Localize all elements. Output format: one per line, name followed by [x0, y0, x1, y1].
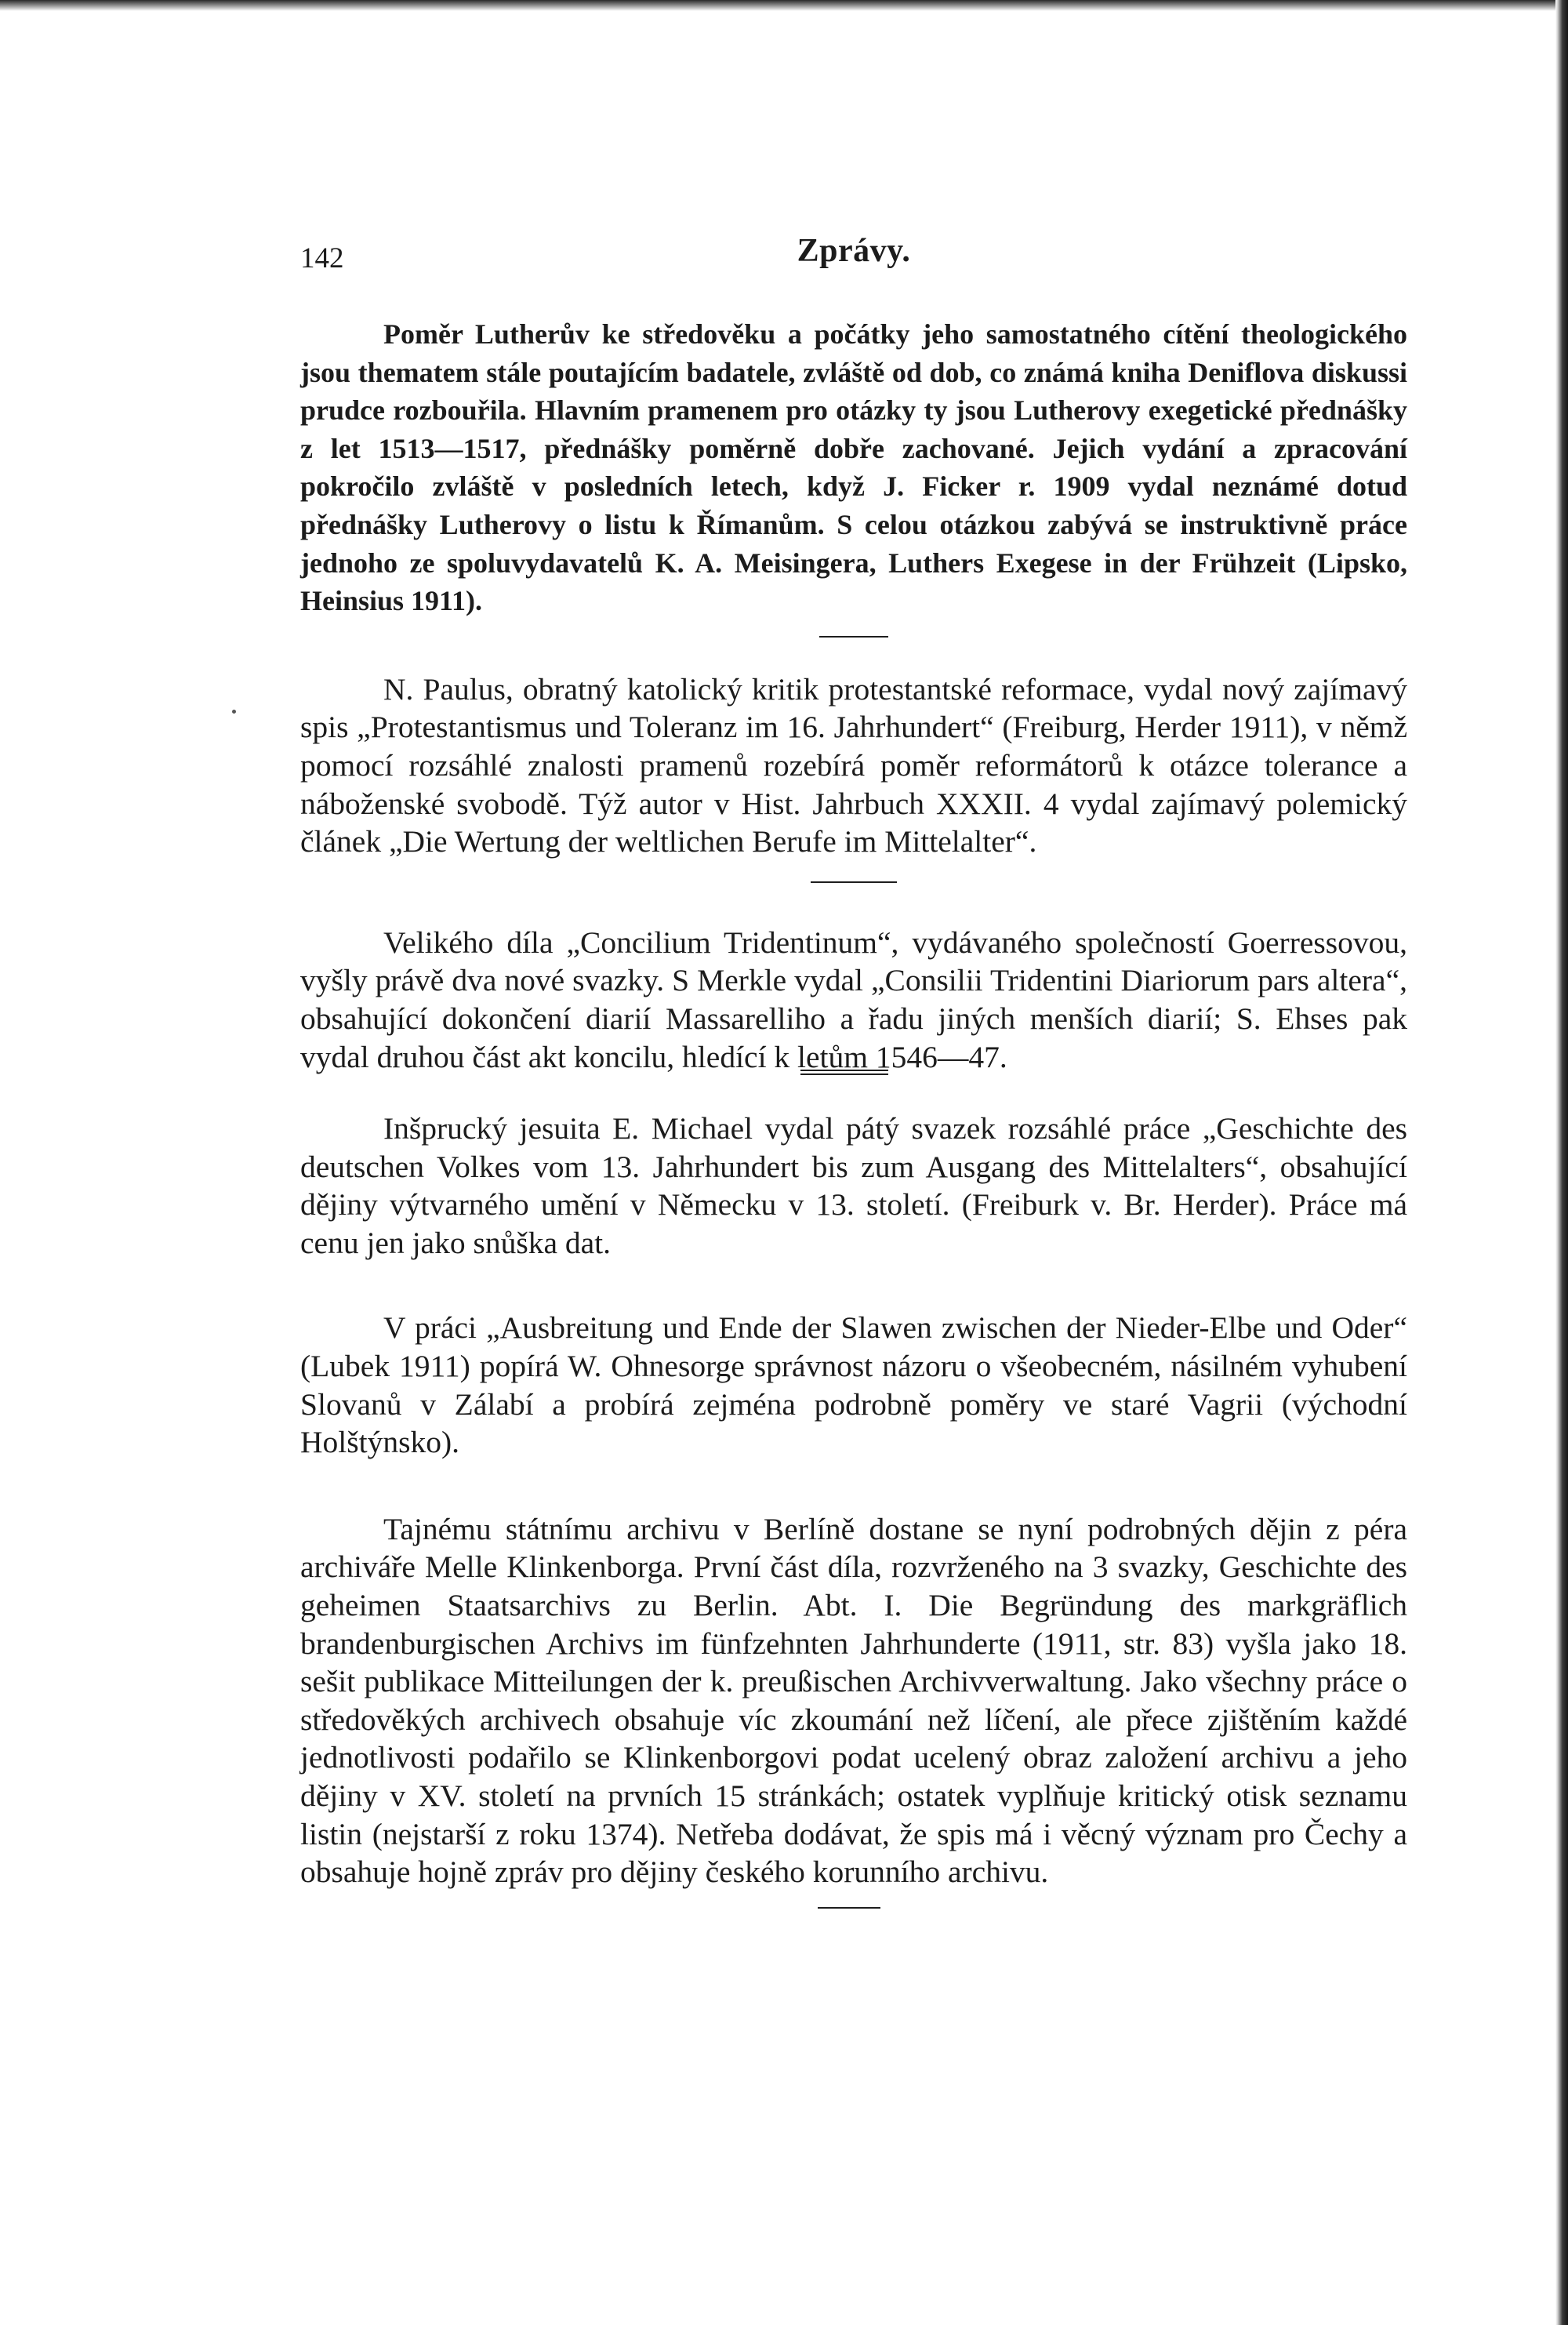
scan-edge-right [1555, 0, 1568, 2325]
paragraph-luther: Poměr Lutherův ke středověku a počátky jeho samostatného cítění theologického jsou thematem stále poutajícím badatele, zvláště od dob, co známá kniha Deniflova diskussi prudce rozbouřila. Hlavním pramenem pro otázky ty jsou Lutherovy exegetické přednášky z let 1513—1517, přednášky poměrně dobře zachované. Jejich vydání a zpracování pokročilo zvláště v posledních letech, když J. Ficker r. 1909 vydal neznámé dotud přednášky Lutherovy o listu k Římanům. S celou otázkou zabývá se instruktivně práce jednoho ze spoluvydavatelů K. A. Meisingera, Luthers Exegese in der Frühzeit (Lipsko, Heinsius 1911). [300, 318, 1407, 617]
separator-rule [819, 636, 888, 638]
page-number: 142 [300, 242, 344, 274]
scan-edge-top [0, 0, 1568, 11]
separator-rule [818, 1907, 880, 1909]
paragraph-michael: Inšprucký jesuita E. Michael vydal pátý svazek rozsáhlé práce „Geschichte des deutschen Volkes vom 13. Jahrhundert bis zum Ausgang des Mittelalters“, obsahující dějiny výtvarného umění v Německu v 13. století. (Freiburk v. Br. Herder). Práce má cenu jen jako snůška dat. [300, 1111, 1407, 1260]
paragraph-ohnesorge: V práci „Ausbreitung und Ende der Slawen zwischen der Nieder-Elbe und Oder“ (Lubek 1911) popírá W. Ohnesorge správnost názoru o všeobecném, násilném vyhubení Slovanů v Zálabí a probírá zejména podrobně poměry ve staré Vagrii (východní Holštýnsko). [300, 1310, 1407, 1460]
paragraph-paulus: N. Paulus, obratný katolický kritik protestantské reformace, vydal nový zajímavý spis „Protestantismus und Toleranz im 16. Jahrhundert“ (Freiburg, Herder 1911), v němž pomocí rozsáhlé znalosti pramenů rozebírá poměr reformátorů k otázce tolerance a náboženské svobodě. Týž autor v Hist. Jahrbuch XXXII. 4 vydal zajímavý polemický článek „Die Wertung der weltlichen Berufe im Mittelalter“. [300, 671, 1407, 859]
running-title: Zprávy. [797, 233, 911, 269]
text-column [300, 232, 1407, 1909]
running-head [300, 232, 1407, 279]
separator-rule [811, 881, 897, 883]
paragraph-klinkenborg: Tajnému státnímu archivu v Berlíně dostane se nyní podrobných dějin z péra archiváře Melle Klinkenborga. První část díla, rozvrženého na 3 svazky, Geschichte des geheimen Staatsarchivs zu Berlin. Abt. I. Die Begründung des markgräflich brandenburgischen Archivs im fünfzehnten Jahrhunderte (1911, str. 83) vyšla jako 18. sešit publikace Mitteilungen der k. preußischen Archivverwaltung. Jako všechny práce o středověkých archivech obsahuje víc zkoumání než líčení, ale přece zjištěním každé jednotlivosti podařilo se Klinkenborgovi podat ucelený obraz založení archivu a jeho dějiny v XV. století na prvních 15 stránkách; ostatek vyplňuje kritický otisk seznamu listin (nejstarší z roku 1374). Netřeba dodávat, že spis má i věcný význam pro Čechy a obsahuje hojně zpráv pro dějiny českého korunního archivu. [300, 1511, 1407, 1890]
margin-speck [232, 710, 236, 714]
paragraph-concilium: Velikého díla „Concilium Tridentinum“, vydávaného společností Goerressovou, vyšly právě dva nové svazky. S Merkle vydal „Consilii Tridentini Diariorum pars altera“, obsahující dokončení diarií Massarelliho a řadu jiných menších diarií; S. Ehses pak vydal druhou část akt koncilu, hledící k letům 1546—47. [300, 925, 1407, 1074]
